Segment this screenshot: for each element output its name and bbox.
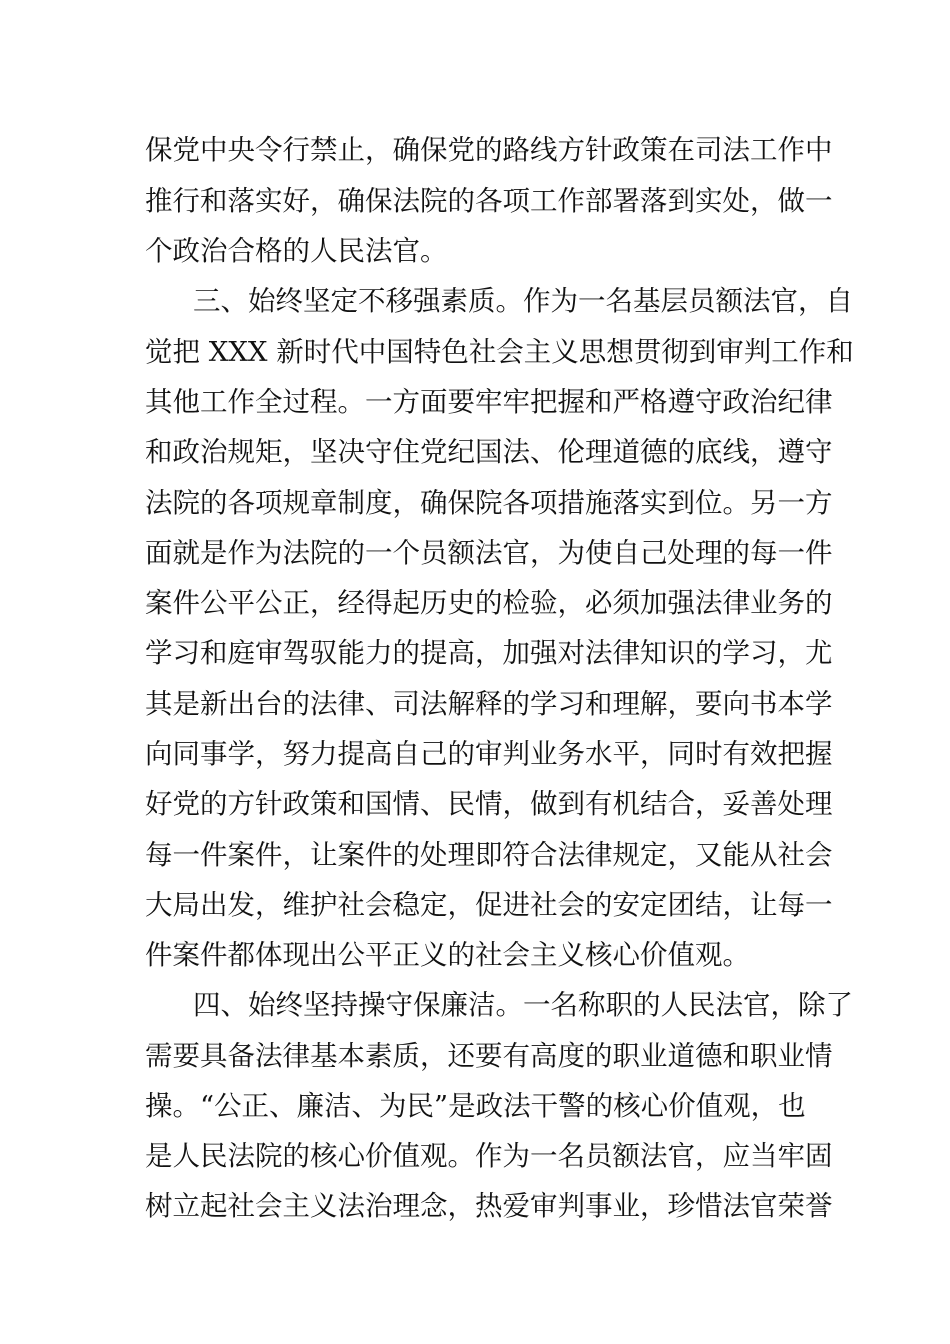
text-line: 需要具备法律基本素质，还要有高度的职业道德和职业情	[145, 1040, 833, 1072]
text-line: 面就是作为法院的一个员额法官，为使自己处理的每一件	[145, 537, 833, 569]
text-line: 是人民法院的核心价值观。作为一名员额法官，应当牢固	[145, 1140, 833, 1172]
text-line: 案件公平公正，经得起历史的检验，必须加强法律业务的	[145, 587, 833, 619]
text-line: 推行和落实好，确保法院的各项工作部署落到实处，做一	[145, 185, 833, 217]
text-line: 个政治合格的人民法官。	[145, 235, 448, 267]
paragraph-heading-4: 四、始终坚持操守保廉洁。一名称职的人民法官，除了	[193, 989, 853, 1021]
text-line: 其是新出台的法律、司法解释的学习和理解，要向书本学	[145, 688, 833, 720]
text-line: 好党的方针政策和国情、民情，做到有机结合，妥善处理	[145, 788, 833, 820]
text-line: 操。“公正、廉洁、为民”是政法干警的核心价值观，也	[145, 1090, 806, 1122]
text-line: 和政治规矩，坚决守住党纪国法、伦理道德的底线，遵守	[145, 436, 833, 468]
paragraph-heading-3: 三、始终坚定不移强素质。作为一名基层员额法官，自	[193, 285, 853, 317]
text-line: 大局出发，维护社会稳定，促进社会的安定团结，让每一	[145, 889, 833, 921]
text-line: 树立起社会主义法治理念，热爱审判事业，珍惜法官荣誉	[145, 1190, 833, 1222]
text-line: 保党中央令行禁止，确保党的路线方针政策在司法工作中	[145, 134, 833, 166]
text-line: 法院的各项规章制度，确保院各项措施落实到位。另一方	[145, 487, 833, 519]
text-line: 向同事学，努力提高自己的审判业务水平，同时有效把握	[145, 738, 833, 770]
text-line: 学习和庭审驾驭能力的提高，加强对法律知识的学习，尤	[145, 637, 833, 669]
text-line: 觉把 XXX 新时代中国特色社会主义思想贯彻到审判工作和	[145, 336, 854, 368]
text-line: 件案件都体现出公平正义的社会主义核心价值观。	[145, 939, 750, 971]
text-line: 其他工作全过程。一方面要牢牢把握和严格遵守政治纪律	[145, 386, 833, 418]
text-line: 每一件案件，让案件的处理即符合法律规定，又能从社会	[145, 839, 833, 871]
